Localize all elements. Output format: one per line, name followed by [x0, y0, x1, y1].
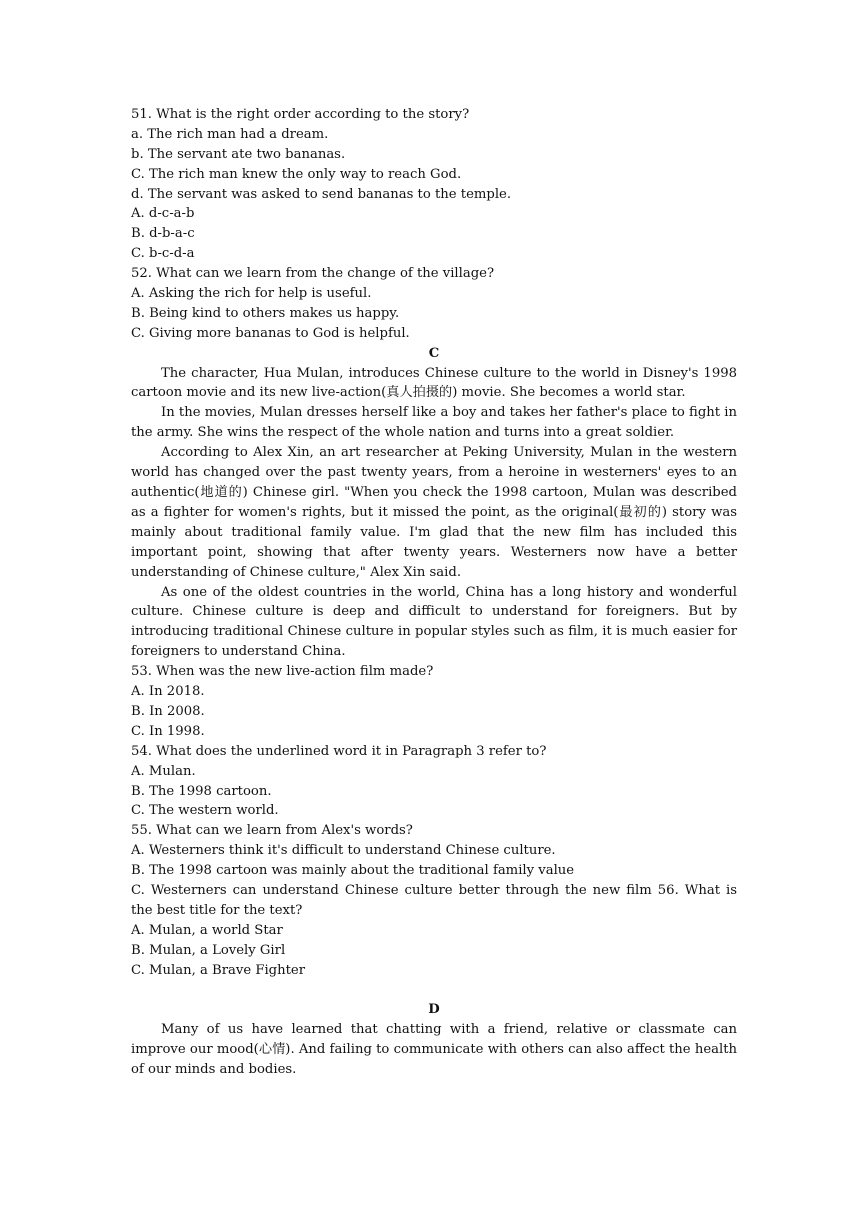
q53-stem: 53. When was the new live-action film made? [131, 664, 434, 680]
q51-event-d: d. The servant was asked to send bananas to the temple. [131, 186, 512, 202]
q51-option-c: C. b-c-d-a [131, 246, 195, 262]
q52-option-b: B. Being kind to others makes us happy. [131, 305, 400, 321]
section-d-paragraph-1: Many of us have learned that chatting with a friend, relative or classmate can improve our mood(心情). And failing to communicate with others can also affect the health of our minds and bodies. [131, 1022, 737, 1078]
q53-option-a: A. In 2018. [131, 684, 205, 700]
q56-option-c: C. Mulan, a Brave Fighter [131, 962, 306, 978]
section-c-heading: C [428, 345, 440, 361]
q55-option-b: B. The 1998 cartoon was mainly about the traditional family value [131, 863, 575, 879]
q55-option-c: C. Westerners can understand Chinese culture better through the new film 56. What is the best title for the text? [131, 882, 737, 918]
q54-stem: 54. What does the underlined word it in Paragraph 3 refer to? [131, 743, 547, 759]
q52-stem: 52. What can we learn from the change of the village? [131, 266, 495, 282]
q52-option-c: C. Giving more bananas to God is helpful. [131, 325, 410, 341]
section-c-paragraph-3: According to Alex Xin, an art researcher at Peking University, Mulan in the western world has changed over the past twenty years, from a heroine in westerners' eyes to an authentic(地道的) Chinese girl. "When you check the 1998 cartoon, Mulan was described as a fighter for women's rights, but it missed the point, as the original(最初的) story was mainly about traditional family value. I'm glad that the new film has included this important point, showing that after twenty years. Westerners now have a better understanding of Chinese culture," Alex Xin said. [131, 445, 737, 580]
q51-option-a: A. d-c-a-b [131, 206, 195, 222]
q51-event-a: a. The rich man had a dream. [131, 126, 329, 142]
q55-option-a: A. Westerners think it's difficult to understand Chinese culture. [131, 843, 556, 859]
q53-option-c: C. In 1998. [131, 723, 205, 739]
q54-option-a: A. Mulan. [131, 763, 196, 779]
q52-option-a: A. Asking the rich for help is useful. [131, 286, 372, 302]
q56-option-b: B. Mulan, a Lovely Girl [131, 942, 286, 958]
q55-stem: 55. What can we learn from Alex's words? [131, 823, 413, 839]
section-c-paragraph-2: In the movies, Mulan dresses herself like a boy and takes her father's place to fight in the army. She wins the respect of the whole nation and turns into a great soldier. [131, 405, 737, 441]
section-d-heading: D [428, 1002, 440, 1018]
q51-event-c: C. The rich man knew the only way to reach God. [131, 166, 462, 182]
q54-option-c: C. The western world. [131, 803, 279, 819]
section-c-paragraph-4: As one of the oldest countries in the world, China has a long history and wonderful culture. Chinese culture is deep and difficult to understand for foreigners. But by introducing traditional Chinese culture in popular styles such as film, it is much easier for foreigners to understand China. [131, 584, 737, 660]
spacer [131, 980, 737, 1000]
q51-stem: 51. What is the right order according to the story? [131, 107, 470, 122]
q56-option-a: A. Mulan, a world Star [131, 922, 283, 938]
q51-option-b: B. d-b-a-c [131, 226, 195, 242]
q54-option-b: B. The 1998 cartoon. [131, 783, 272, 799]
q51-event-b: b. The servant ate two bananas. [131, 146, 346, 162]
q53-option-b: B. In 2008. [131, 703, 205, 719]
document-content [131, 105, 737, 1080]
section-c-paragraph-1: The character, Hua Mulan, introduces Chinese culture to the world in Disney's 1998 cartoon movie and its new live-action(真人拍摄的) movie. She becomes a world star. [131, 365, 737, 401]
